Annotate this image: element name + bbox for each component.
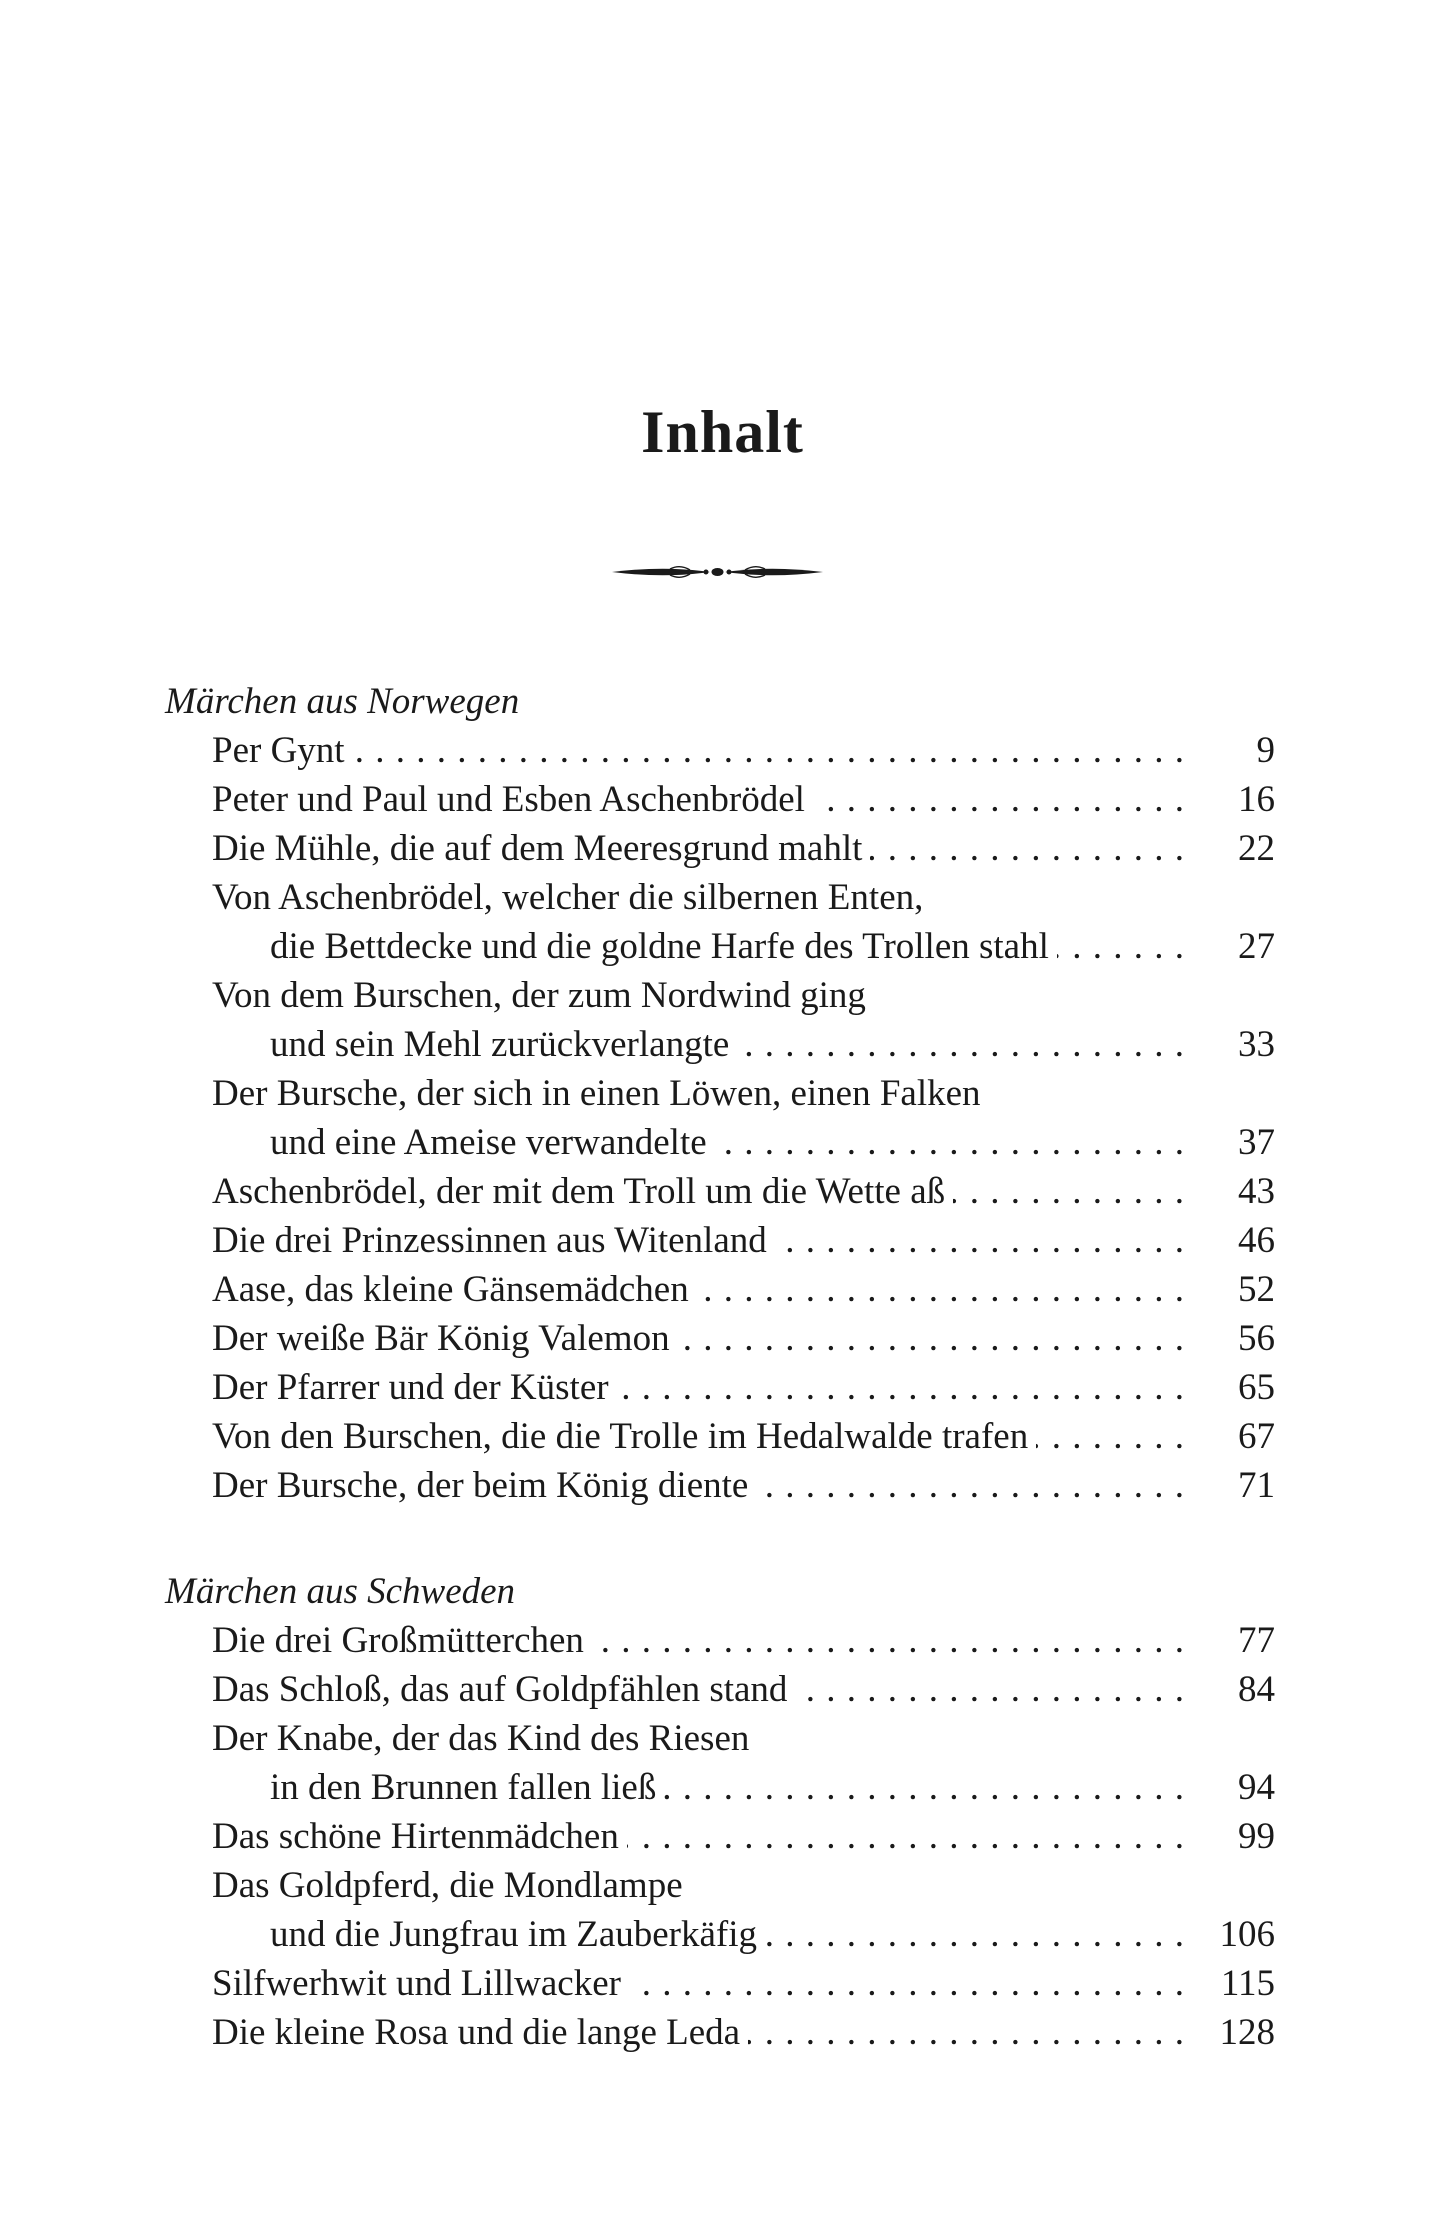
dot-leader — [212, 726, 1185, 775]
toc-entry-title: Das Goldpferd, die Mondlampe — [212, 1865, 691, 1906]
toc-entry[interactable] — [212, 726, 1275, 775]
toc-entry-line — [212, 1665, 1275, 1714]
toc-entry-title: Der Pfarrer und der Küster — [212, 1367, 617, 1408]
page-number: 65 — [1238, 1367, 1275, 1408]
toc-entry[interactable] — [212, 1461, 1275, 1510]
toc-entry-line — [212, 1616, 1275, 1665]
page-number: 16 — [1238, 779, 1275, 820]
toc-entry-title: Aschenbrödel, der mit dem Troll um die Wette aß — [212, 1171, 953, 1212]
toc-entry-line — [212, 1861, 1275, 1910]
toc-entry[interactable] — [212, 2008, 1275, 2057]
toc-entry[interactable] — [212, 824, 1275, 873]
toc-entry-line — [212, 1265, 1275, 1314]
section-heading: Märchen aus Schweden — [165, 1571, 516, 1612]
toc-entry-line — [212, 1069, 1275, 1118]
page-title: Inhalt — [641, 399, 804, 465]
toc-entry-line — [212, 1167, 1275, 1216]
toc-entry[interactable] — [212, 971, 1275, 1069]
page-number: 77 — [1238, 1620, 1275, 1661]
toc-entry-title: Das schöne Hirtenmädchen — [212, 1816, 627, 1857]
toc-entry-title: Der weiße Bär König Valemon — [212, 1318, 678, 1359]
toc-entry[interactable] — [212, 1216, 1275, 1265]
toc-entry[interactable] — [212, 1714, 1275, 1812]
toc-entry-title: Der Knabe, der das Kind des Riesen — [212, 1718, 757, 1759]
toc-entry-title: Von dem Burschen, der zum Nordwind ging — [212, 975, 874, 1016]
toc-entry-line — [212, 1363, 1275, 1412]
page-number: 46 — [1238, 1220, 1275, 1261]
toc-entry-title: Der Bursche, der beim König diente — [212, 1465, 756, 1506]
page-number: 56 — [1238, 1318, 1275, 1359]
page-number: 52 — [1238, 1269, 1275, 1310]
toc-entry-line — [270, 1763, 1275, 1812]
toc-entry-title: Das Schloß, das auf Goldpfählen stand — [212, 1669, 795, 1710]
toc-entry-line — [212, 971, 1275, 1020]
toc-entry-title: in den Brunnen fallen ließ — [270, 1767, 664, 1808]
page-number: 94 — [1238, 1767, 1275, 1808]
section-norwegen — [165, 677, 1275, 1510]
page-number: 106 — [1219, 1914, 1275, 1955]
page-number: 43 — [1238, 1171, 1275, 1212]
page-number: 128 — [1219, 2012, 1275, 2053]
toc-entry-title: Von Aschenbrödel, welcher die silbernen Enten, — [212, 877, 931, 918]
toc-entry-title: Per Gynt — [212, 730, 353, 771]
toc-entry[interactable] — [212, 1959, 1275, 2008]
toc-entry-title: Der Bursche, der sich in einen Löwen, einen Falken — [212, 1073, 989, 1114]
toc-entry-line — [212, 873, 1275, 922]
toc-entry[interactable] — [212, 775, 1275, 824]
toc-entry-title: und die Jungfrau im Zauberkäfig — [270, 1914, 765, 1955]
toc-entry-line — [270, 1118, 1275, 1167]
ornament-divider-icon — [610, 560, 825, 584]
toc-entry-title: und eine Ameise verwandelte — [270, 1122, 715, 1163]
toc-entry-line — [212, 1314, 1275, 1363]
toc-entry-title: Die Mühle, die auf dem Meeresgrund mahlt — [212, 828, 870, 869]
toc-entry-title: Aase, das kleine Gänsemädchen — [212, 1269, 697, 1310]
page-number: 84 — [1238, 1669, 1275, 1710]
page-number: 71 — [1238, 1465, 1275, 1506]
page-number: 37 — [1238, 1122, 1275, 1163]
page-number: 99 — [1238, 1816, 1275, 1857]
toc-entry-line — [212, 2008, 1275, 2057]
toc-entry-line — [212, 1714, 1275, 1763]
toc-entry[interactable] — [212, 1167, 1275, 1216]
page-number: 9 — [1256, 730, 1275, 771]
toc-entry[interactable] — [212, 873, 1275, 971]
section-schweden — [165, 1567, 1275, 2057]
page-number: 115 — [1220, 1963, 1275, 2004]
toc-entry[interactable] — [212, 1265, 1275, 1314]
page-number: 22 — [1238, 828, 1275, 869]
toc-entry-title: Von den Burschen, die die Trolle im Hedalwalde trafen — [212, 1416, 1036, 1457]
toc-entry-line — [270, 1020, 1275, 1069]
toc-entry-line — [212, 1959, 1275, 2008]
toc-entry[interactable] — [212, 1861, 1275, 1959]
toc-entry[interactable] — [212, 1314, 1275, 1363]
section-heading: Märchen aus Norwegen — [165, 681, 520, 722]
page-number: 27 — [1238, 926, 1275, 967]
toc-entry-line — [212, 1216, 1275, 1265]
toc-entry-line — [212, 1812, 1275, 1861]
toc-entry[interactable] — [212, 1665, 1275, 1714]
toc-entry-line — [270, 922, 1275, 971]
toc-entry[interactable] — [212, 1812, 1275, 1861]
toc-entry-line — [270, 1910, 1275, 1959]
toc-entry-title: Peter und Paul und Esben Aschenbrödel — [212, 779, 813, 820]
toc-entry-line — [212, 824, 1275, 873]
toc-entry-title: Silfwerhwit und Lillwacker — [212, 1963, 629, 2004]
toc-entry[interactable] — [212, 1412, 1275, 1461]
page-number: 67 — [1238, 1416, 1275, 1457]
page-number: 33 — [1238, 1024, 1275, 1065]
toc-entry[interactable] — [212, 1616, 1275, 1665]
toc-entry[interactable] — [212, 1363, 1275, 1412]
toc-entry-line — [212, 775, 1275, 824]
toc-entry-title: Die kleine Rosa und die lange Leda — [212, 2012, 748, 2053]
toc-entry-title: die Bettdecke und die goldne Harfe des Trollen stahl — [270, 926, 1057, 967]
toc-entry-line — [212, 1461, 1275, 1510]
toc-entry-line — [212, 726, 1275, 775]
toc-entry-title: Die drei Großmütterchen — [212, 1620, 592, 1661]
toc-entry-title: Die drei Prinzessinnen aus Witenland — [212, 1220, 775, 1261]
toc-entry-line — [212, 1412, 1275, 1461]
toc-entry-title: und sein Mehl zurückverlangte — [270, 1024, 737, 1065]
toc-entry[interactable] — [212, 1069, 1275, 1167]
